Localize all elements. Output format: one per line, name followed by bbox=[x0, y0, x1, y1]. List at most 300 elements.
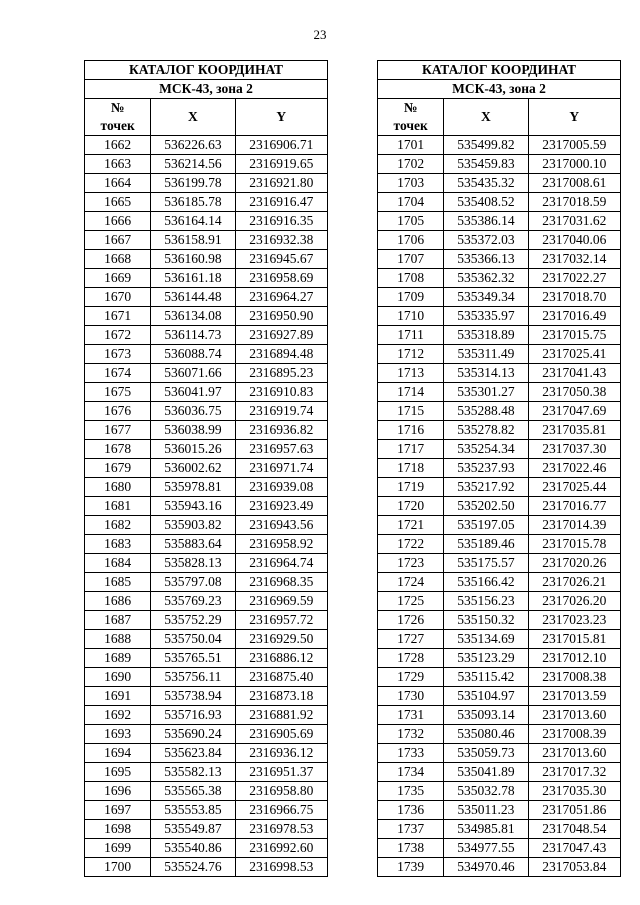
x-coordinate-cell: 535156.23 bbox=[444, 592, 528, 611]
point-number-cell: 1731 bbox=[378, 706, 444, 725]
y-coordinate-cell: 2317020.26 bbox=[528, 554, 620, 573]
x-coordinate-cell: 535499.82 bbox=[444, 136, 528, 155]
y-coordinate-cell: 2316921.80 bbox=[235, 174, 327, 193]
y-coordinate-cell: 2317016.77 bbox=[528, 497, 620, 516]
point-number-cell: 1709 bbox=[378, 288, 444, 307]
table-row bbox=[378, 269, 621, 288]
x-coordinate-cell: 535011.23 bbox=[444, 801, 528, 820]
point-number-cell: 1682 bbox=[85, 516, 151, 535]
point-number-cell: 1732 bbox=[378, 725, 444, 744]
x-coordinate-cell: 536164.14 bbox=[151, 212, 235, 231]
x-coordinate-cell: 536015.26 bbox=[151, 440, 235, 459]
x-coordinate-cell: 535540.86 bbox=[151, 839, 235, 858]
point-number-cell: 1715 bbox=[378, 402, 444, 421]
y-coordinate-cell: 2317023.23 bbox=[528, 611, 620, 630]
x-coordinate-cell: 535080.46 bbox=[444, 725, 528, 744]
y-coordinate-cell: 2317026.21 bbox=[528, 573, 620, 592]
y-coordinate-cell: 2317035.81 bbox=[528, 421, 620, 440]
x-coordinate-cell: 536158.91 bbox=[151, 231, 235, 250]
point-number-cell: 1720 bbox=[378, 497, 444, 516]
y-coordinate-cell: 2317037.30 bbox=[528, 440, 620, 459]
table-row bbox=[85, 782, 328, 801]
table-row bbox=[378, 668, 621, 687]
point-number-cell: 1686 bbox=[85, 592, 151, 611]
table-row bbox=[85, 383, 328, 402]
y-coordinate-cell: 2316957.72 bbox=[235, 611, 327, 630]
point-number-cell: 1725 bbox=[378, 592, 444, 611]
point-number-cell: 1696 bbox=[85, 782, 151, 801]
x-coordinate-cell: 535134.69 bbox=[444, 630, 528, 649]
table-row bbox=[378, 231, 621, 250]
table-subtitle: МСК-43, зона 2 bbox=[85, 80, 328, 99]
x-coordinate-cell: 536160.98 bbox=[151, 250, 235, 269]
table-row bbox=[378, 250, 621, 269]
x-coordinate-cell: 536161.18 bbox=[151, 269, 235, 288]
table-row bbox=[378, 573, 621, 592]
point-number-cell: 1718 bbox=[378, 459, 444, 478]
table-subtitle: МСК-43, зона 2 bbox=[378, 80, 621, 99]
y-coordinate-cell: 2316945.67 bbox=[235, 250, 327, 269]
x-coordinate-cell: 536144.48 bbox=[151, 288, 235, 307]
y-coordinate-cell: 2317013.59 bbox=[528, 687, 620, 706]
table-row bbox=[378, 288, 621, 307]
y-coordinate-cell: 2316943.56 bbox=[235, 516, 327, 535]
y-coordinate-cell: 2317041.43 bbox=[528, 364, 620, 383]
page-number: 23 bbox=[313, 27, 327, 42]
point-number-cell: 1716 bbox=[378, 421, 444, 440]
y-coordinate-cell: 2317026.20 bbox=[528, 592, 620, 611]
table-body bbox=[85, 136, 328, 877]
point-number-cell: 1710 bbox=[378, 307, 444, 326]
x-coordinate-cell: 535217.92 bbox=[444, 478, 528, 497]
y-coordinate-cell: 2317022.27 bbox=[528, 269, 620, 288]
table-row bbox=[378, 744, 621, 763]
table-row bbox=[378, 820, 621, 839]
point-number-cell: 1734 bbox=[378, 763, 444, 782]
point-number-cell: 1679 bbox=[85, 459, 151, 478]
table-body bbox=[378, 136, 621, 877]
y-coordinate-cell: 2317050.38 bbox=[528, 383, 620, 402]
x-coordinate-cell: 535318.89 bbox=[444, 326, 528, 345]
point-number-cell: 1703 bbox=[378, 174, 444, 193]
table-row bbox=[378, 801, 621, 820]
table-row bbox=[378, 345, 621, 364]
x-coordinate-cell: 535237.93 bbox=[444, 459, 528, 478]
point-number-cell: 1723 bbox=[378, 554, 444, 573]
x-coordinate-cell: 535311.49 bbox=[444, 345, 528, 364]
table-row bbox=[378, 478, 621, 497]
y-coordinate-cell: 2316927.89 bbox=[235, 326, 327, 345]
table-row bbox=[378, 687, 621, 706]
table-row bbox=[85, 345, 328, 364]
point-number-cell: 1724 bbox=[378, 573, 444, 592]
point-number-cell: 1717 bbox=[378, 440, 444, 459]
table-row bbox=[378, 497, 621, 516]
x-coordinate-cell: 535032.78 bbox=[444, 782, 528, 801]
table-row bbox=[85, 402, 328, 421]
x-coordinate-cell: 535459.83 bbox=[444, 155, 528, 174]
table-title: КАТАЛОГ КООРДИНАТ bbox=[85, 61, 328, 80]
y-coordinate-cell: 2317015.75 bbox=[528, 326, 620, 345]
table-row bbox=[85, 535, 328, 554]
point-number-cell: 1738 bbox=[378, 839, 444, 858]
point-number-cell: 1727 bbox=[378, 630, 444, 649]
y-coordinate-cell: 2317032.14 bbox=[528, 250, 620, 269]
point-number-cell: 1737 bbox=[378, 820, 444, 839]
y-coordinate-cell: 2316958.80 bbox=[235, 782, 327, 801]
x-coordinate-cell: 534985.81 bbox=[444, 820, 528, 839]
x-coordinate-cell: 535288.48 bbox=[444, 402, 528, 421]
point-number-cell: 1672 bbox=[85, 326, 151, 345]
x-coordinate-cell: 535756.11 bbox=[151, 668, 235, 687]
point-number-cell: 1690 bbox=[85, 668, 151, 687]
y-coordinate-cell: 2316964.74 bbox=[235, 554, 327, 573]
table-row bbox=[85, 459, 328, 478]
x-coordinate-cell: 535123.29 bbox=[444, 649, 528, 668]
table-row bbox=[85, 250, 328, 269]
y-coordinate-cell: 2317008.61 bbox=[528, 174, 620, 193]
table-row bbox=[85, 478, 328, 497]
point-number-cell: 1701 bbox=[378, 136, 444, 155]
table-row bbox=[85, 326, 328, 345]
table-row bbox=[85, 497, 328, 516]
x-coordinate-cell: 535769.23 bbox=[151, 592, 235, 611]
table-row bbox=[85, 364, 328, 383]
point-number-cell: 1684 bbox=[85, 554, 151, 573]
y-coordinate-cell: 2317005.59 bbox=[528, 136, 620, 155]
point-number-cell: 1719 bbox=[378, 478, 444, 497]
x-coordinate-cell: 534970.46 bbox=[444, 858, 528, 877]
y-coordinate-cell: 2316969.59 bbox=[235, 592, 327, 611]
y-coordinate-cell: 2317016.49 bbox=[528, 307, 620, 326]
x-coordinate-cell: 535362.32 bbox=[444, 269, 528, 288]
point-number-cell: 1721 bbox=[378, 516, 444, 535]
table-row bbox=[85, 649, 328, 668]
table-row bbox=[378, 193, 621, 212]
y-coordinate-cell: 2316919.65 bbox=[235, 155, 327, 174]
table-row bbox=[378, 858, 621, 877]
point-number-cell: 1685 bbox=[85, 573, 151, 592]
table-row bbox=[378, 383, 621, 402]
point-number-cell: 1667 bbox=[85, 231, 151, 250]
point-number-cell: 1665 bbox=[85, 193, 151, 212]
table-row bbox=[85, 858, 328, 877]
table-row bbox=[378, 592, 621, 611]
table-row bbox=[378, 630, 621, 649]
table-row bbox=[85, 763, 328, 782]
point-number-cell: 1704 bbox=[378, 193, 444, 212]
y-coordinate-cell: 2317013.60 bbox=[528, 706, 620, 725]
x-coordinate-cell: 535623.84 bbox=[151, 744, 235, 763]
x-coordinate-cell: 535372.03 bbox=[444, 231, 528, 250]
point-number-cell: 1736 bbox=[378, 801, 444, 820]
table-row bbox=[378, 155, 621, 174]
table-row bbox=[378, 212, 621, 231]
table-title: КАТАЛОГ КООРДИНАТ bbox=[378, 61, 621, 80]
table-row bbox=[85, 630, 328, 649]
x-coordinate-cell: 535978.81 bbox=[151, 478, 235, 497]
table-row bbox=[85, 744, 328, 763]
table-row bbox=[85, 440, 328, 459]
y-coordinate-cell: 2316964.27 bbox=[235, 288, 327, 307]
x-coordinate-cell: 535752.29 bbox=[151, 611, 235, 630]
y-coordinate-cell: 2317053.84 bbox=[528, 858, 620, 877]
x-coordinate-cell: 535883.64 bbox=[151, 535, 235, 554]
table-row bbox=[85, 421, 328, 440]
y-coordinate-cell: 2316881.92 bbox=[235, 706, 327, 725]
table-row bbox=[85, 155, 328, 174]
point-number-cell: 1697 bbox=[85, 801, 151, 820]
table-row bbox=[378, 763, 621, 782]
column-header-y: Y bbox=[235, 99, 327, 136]
column-header-y: Y bbox=[528, 99, 620, 136]
table-row bbox=[85, 212, 328, 231]
point-number-cell: 1689 bbox=[85, 649, 151, 668]
point-number-cell: 1670 bbox=[85, 288, 151, 307]
y-coordinate-cell: 2316939.08 bbox=[235, 478, 327, 497]
table-row bbox=[378, 611, 621, 630]
point-number-cell: 1662 bbox=[85, 136, 151, 155]
y-coordinate-cell: 2317013.60 bbox=[528, 744, 620, 763]
table-row bbox=[378, 725, 621, 744]
x-coordinate-cell: 535943.16 bbox=[151, 497, 235, 516]
y-coordinate-cell: 2316957.63 bbox=[235, 440, 327, 459]
table-row bbox=[85, 725, 328, 744]
table-row bbox=[85, 611, 328, 630]
y-coordinate-cell: 2317025.41 bbox=[528, 345, 620, 364]
table-row bbox=[85, 307, 328, 326]
point-number-cell: 1664 bbox=[85, 174, 151, 193]
table-row bbox=[378, 516, 621, 535]
y-coordinate-cell: 2316936.82 bbox=[235, 421, 327, 440]
y-coordinate-cell: 2316958.69 bbox=[235, 269, 327, 288]
point-number-cell: 1713 bbox=[378, 364, 444, 383]
x-coordinate-cell: 535386.14 bbox=[444, 212, 528, 231]
x-coordinate-cell: 536185.78 bbox=[151, 193, 235, 212]
x-coordinate-cell: 535553.85 bbox=[151, 801, 235, 820]
y-coordinate-cell: 2316950.90 bbox=[235, 307, 327, 326]
y-coordinate-cell: 2317015.78 bbox=[528, 535, 620, 554]
point-number-cell: 1668 bbox=[85, 250, 151, 269]
x-coordinate-cell: 535115.42 bbox=[444, 668, 528, 687]
y-coordinate-cell: 2317035.30 bbox=[528, 782, 620, 801]
table-row bbox=[378, 459, 621, 478]
y-coordinate-cell: 2317031.62 bbox=[528, 212, 620, 231]
y-coordinate-cell: 2316895.23 bbox=[235, 364, 327, 383]
x-coordinate-cell: 535797.08 bbox=[151, 573, 235, 592]
x-coordinate-cell: 535690.24 bbox=[151, 725, 235, 744]
point-number-cell: 1671 bbox=[85, 307, 151, 326]
point-number-cell: 1739 bbox=[378, 858, 444, 877]
point-number-cell: 1695 bbox=[85, 763, 151, 782]
y-coordinate-cell: 2317025.44 bbox=[528, 478, 620, 497]
point-number-cell: 1735 bbox=[378, 782, 444, 801]
x-coordinate-cell: 535166.42 bbox=[444, 573, 528, 592]
y-coordinate-cell: 2316916.47 bbox=[235, 193, 327, 212]
table-row bbox=[85, 592, 328, 611]
point-number-cell: 1705 bbox=[378, 212, 444, 231]
y-coordinate-cell: 2316936.12 bbox=[235, 744, 327, 763]
table-row bbox=[85, 839, 328, 858]
y-coordinate-cell: 2316906.71 bbox=[235, 136, 327, 155]
y-coordinate-cell: 2316875.40 bbox=[235, 668, 327, 687]
x-coordinate-cell: 535349.34 bbox=[444, 288, 528, 307]
point-number-cell: 1706 bbox=[378, 231, 444, 250]
point-number-cell: 1676 bbox=[85, 402, 151, 421]
table-row bbox=[85, 288, 328, 307]
x-coordinate-cell: 535435.32 bbox=[444, 174, 528, 193]
column-header-x: X bbox=[444, 99, 528, 136]
table-row bbox=[378, 706, 621, 725]
table-row bbox=[378, 421, 621, 440]
x-coordinate-cell: 535175.57 bbox=[444, 554, 528, 573]
column-header-x: X bbox=[151, 99, 235, 136]
y-coordinate-cell: 2316923.49 bbox=[235, 497, 327, 516]
table-row bbox=[85, 136, 328, 155]
point-number-cell: 1714 bbox=[378, 383, 444, 402]
table-row bbox=[85, 554, 328, 573]
x-coordinate-cell: 535750.04 bbox=[151, 630, 235, 649]
table-row bbox=[378, 649, 621, 668]
point-number-cell: 1675 bbox=[85, 383, 151, 402]
y-coordinate-cell: 2317047.69 bbox=[528, 402, 620, 421]
x-coordinate-cell: 535565.38 bbox=[151, 782, 235, 801]
table-row bbox=[85, 231, 328, 250]
y-coordinate-cell: 2316916.35 bbox=[235, 212, 327, 231]
point-number-cell: 1712 bbox=[378, 345, 444, 364]
y-coordinate-cell: 2317047.43 bbox=[528, 839, 620, 858]
point-number-cell: 1702 bbox=[378, 155, 444, 174]
table-row bbox=[85, 193, 328, 212]
column-header-point-number: № точек bbox=[85, 99, 151, 136]
y-coordinate-cell: 2316886.12 bbox=[235, 649, 327, 668]
x-coordinate-cell: 536036.75 bbox=[151, 402, 235, 421]
x-coordinate-cell: 535716.93 bbox=[151, 706, 235, 725]
y-coordinate-cell: 2317018.59 bbox=[528, 193, 620, 212]
x-coordinate-cell: 536214.56 bbox=[151, 155, 235, 174]
y-coordinate-cell: 2316971.74 bbox=[235, 459, 327, 478]
point-number-cell: 1674 bbox=[85, 364, 151, 383]
point-number-cell: 1730 bbox=[378, 687, 444, 706]
x-coordinate-cell: 535254.34 bbox=[444, 440, 528, 459]
table-row bbox=[85, 687, 328, 706]
point-number-cell: 1666 bbox=[85, 212, 151, 231]
point-number-cell: 1681 bbox=[85, 497, 151, 516]
point-number-cell: 1677 bbox=[85, 421, 151, 440]
y-coordinate-cell: 2316919.74 bbox=[235, 402, 327, 421]
column-header-point-number: № точек bbox=[378, 99, 444, 136]
x-coordinate-cell: 535366.13 bbox=[444, 250, 528, 269]
table-row bbox=[378, 782, 621, 801]
point-number-cell: 1711 bbox=[378, 326, 444, 345]
y-coordinate-cell: 2317008.39 bbox=[528, 725, 620, 744]
y-coordinate-cell: 2317022.46 bbox=[528, 459, 620, 478]
x-coordinate-cell: 536041.97 bbox=[151, 383, 235, 402]
point-number-cell: 1728 bbox=[378, 649, 444, 668]
point-number-cell: 1707 bbox=[378, 250, 444, 269]
table-row bbox=[85, 516, 328, 535]
y-coordinate-cell: 2316951.37 bbox=[235, 763, 327, 782]
x-coordinate-cell: 535197.05 bbox=[444, 516, 528, 535]
y-coordinate-cell: 2316905.69 bbox=[235, 725, 327, 744]
point-number-cell: 1678 bbox=[85, 440, 151, 459]
x-coordinate-cell: 536088.74 bbox=[151, 345, 235, 364]
x-coordinate-cell: 535059.73 bbox=[444, 744, 528, 763]
y-coordinate-cell: 2316998.53 bbox=[235, 858, 327, 877]
y-coordinate-cell: 2317018.70 bbox=[528, 288, 620, 307]
x-coordinate-cell: 535278.82 bbox=[444, 421, 528, 440]
x-coordinate-cell: 535903.82 bbox=[151, 516, 235, 535]
table-row bbox=[378, 535, 621, 554]
point-number-cell: 1669 bbox=[85, 269, 151, 288]
y-coordinate-cell: 2316929.50 bbox=[235, 630, 327, 649]
table-row bbox=[378, 554, 621, 573]
x-coordinate-cell: 535408.52 bbox=[444, 193, 528, 212]
point-number-cell: 1692 bbox=[85, 706, 151, 725]
point-number-cell: 1722 bbox=[378, 535, 444, 554]
x-coordinate-cell: 535104.97 bbox=[444, 687, 528, 706]
y-coordinate-cell: 2317051.86 bbox=[528, 801, 620, 820]
x-coordinate-cell: 535524.76 bbox=[151, 858, 235, 877]
x-coordinate-cell: 535335.97 bbox=[444, 307, 528, 326]
point-number-cell: 1687 bbox=[85, 611, 151, 630]
y-coordinate-cell: 2316910.83 bbox=[235, 383, 327, 402]
y-coordinate-cell: 2316894.48 bbox=[235, 345, 327, 364]
table-row bbox=[85, 801, 328, 820]
x-coordinate-cell: 535301.27 bbox=[444, 383, 528, 402]
x-coordinate-cell: 535765.51 bbox=[151, 649, 235, 668]
y-coordinate-cell: 2316958.92 bbox=[235, 535, 327, 554]
y-coordinate-cell: 2317012.10 bbox=[528, 649, 620, 668]
table-row bbox=[378, 364, 621, 383]
x-coordinate-cell: 536038.99 bbox=[151, 421, 235, 440]
table-row bbox=[378, 402, 621, 421]
y-coordinate-cell: 2316968.35 bbox=[235, 573, 327, 592]
point-number-cell: 1729 bbox=[378, 668, 444, 687]
y-coordinate-cell: 2317000.10 bbox=[528, 155, 620, 174]
table-row bbox=[85, 668, 328, 687]
point-number-cell: 1694 bbox=[85, 744, 151, 763]
table-row bbox=[85, 706, 328, 725]
table-row bbox=[378, 174, 621, 193]
y-coordinate-cell: 2316873.18 bbox=[235, 687, 327, 706]
point-number-cell: 1693 bbox=[85, 725, 151, 744]
x-coordinate-cell: 536134.08 bbox=[151, 307, 235, 326]
point-number-cell: 1688 bbox=[85, 630, 151, 649]
x-coordinate-cell: 535738.94 bbox=[151, 687, 235, 706]
point-number-cell: 1699 bbox=[85, 839, 151, 858]
x-coordinate-cell: 535093.14 bbox=[444, 706, 528, 725]
point-number-cell: 1700 bbox=[85, 858, 151, 877]
table-row bbox=[378, 440, 621, 459]
point-number-cell: 1733 bbox=[378, 744, 444, 763]
y-coordinate-cell: 2317014.39 bbox=[528, 516, 620, 535]
point-number-cell: 1673 bbox=[85, 345, 151, 364]
coordinate-table-left bbox=[84, 60, 328, 877]
y-coordinate-cell: 2317008.38 bbox=[528, 668, 620, 687]
point-number-cell: 1680 bbox=[85, 478, 151, 497]
x-coordinate-cell: 535041.89 bbox=[444, 763, 528, 782]
x-coordinate-cell: 536199.78 bbox=[151, 174, 235, 193]
table-row bbox=[378, 839, 621, 858]
y-coordinate-cell: 2316992.60 bbox=[235, 839, 327, 858]
table-row bbox=[85, 573, 328, 592]
x-coordinate-cell: 535189.46 bbox=[444, 535, 528, 554]
y-coordinate-cell: 2317015.81 bbox=[528, 630, 620, 649]
y-coordinate-cell: 2316966.75 bbox=[235, 801, 327, 820]
point-number-cell: 1698 bbox=[85, 820, 151, 839]
x-coordinate-cell: 536114.73 bbox=[151, 326, 235, 345]
